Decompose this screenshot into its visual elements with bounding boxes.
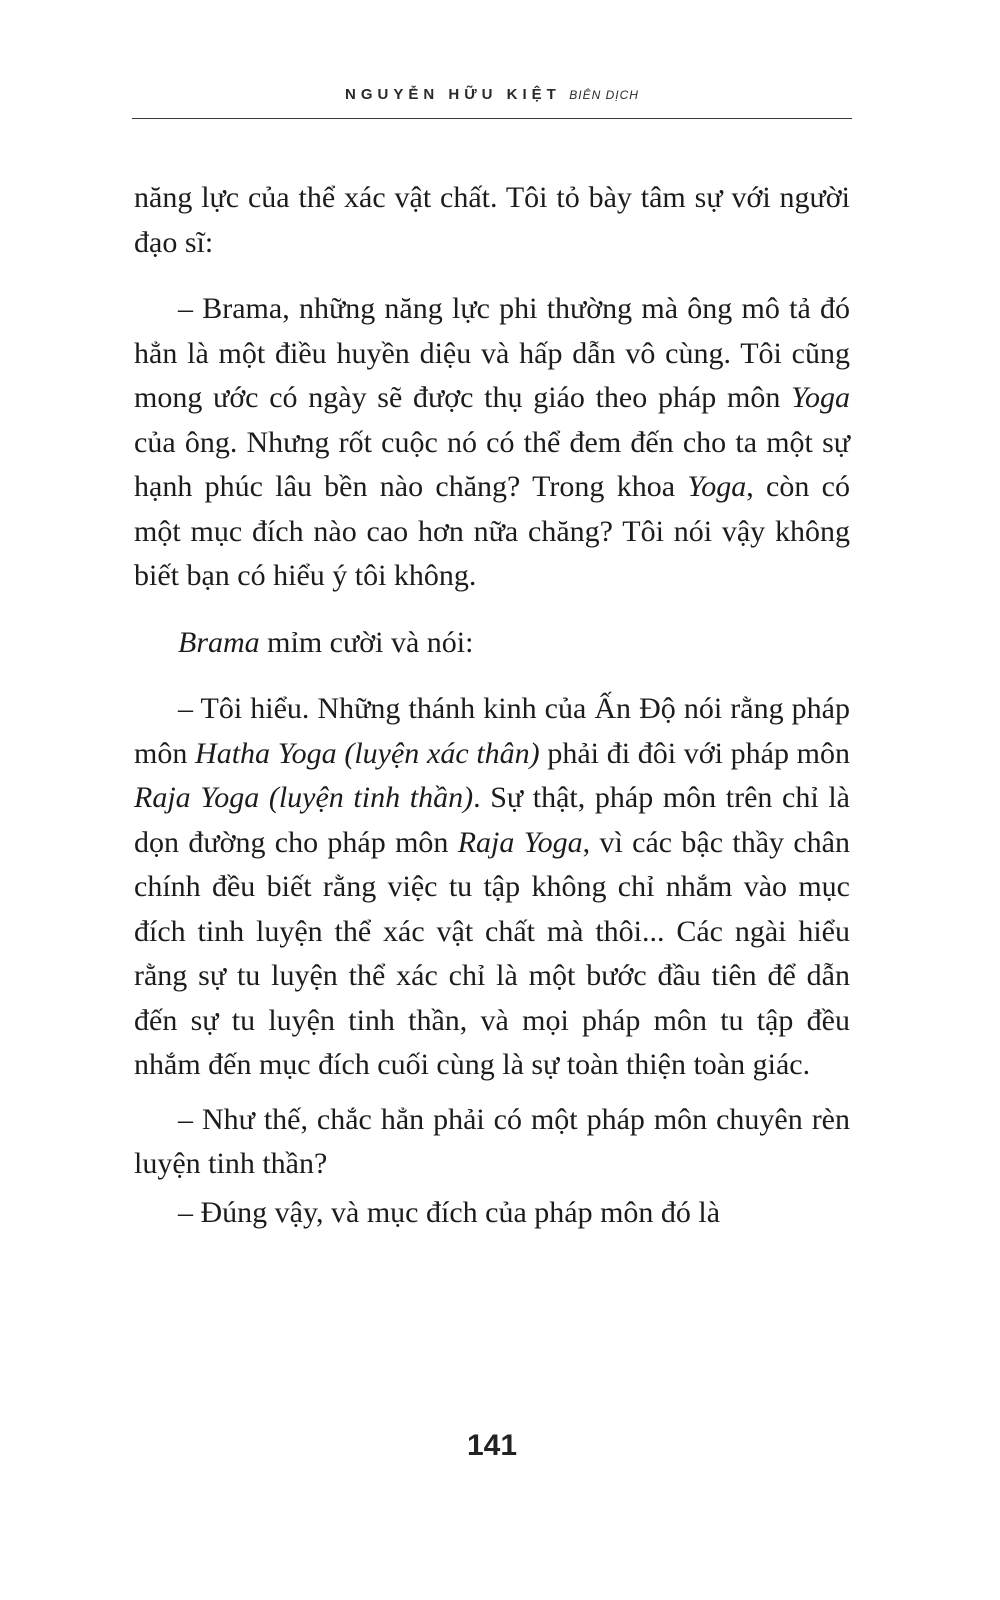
paragraph-6: – Đúng vậy, và mục đích của pháp môn đó là xyxy=(178,1195,721,1229)
header-author: NGUYỄN HỮU KIỆT xyxy=(345,86,561,103)
text-run: của ông. Nhưng rốt cuộc nó có thể đem đến cho ta một sự hạnh phúc lâu bền nào chăng? Trong khoa xyxy=(134,425,850,503)
text-run: . Sự thật, pháp môn trên chỉ là dọn đường cho pháp môn xyxy=(134,781,850,859)
text-run: phải đi đôi với pháp môn xyxy=(539,736,850,770)
text-run: – Brama, những năng lực phi thường mà ông mô tả đó hẳn là một điều huyền diệu và hấp dẫn vô cùng. Tôi cũng mong ước có ngày sẽ được thụ giáo theo pháp môn xyxy=(134,292,850,414)
italic-term: Hatha Yoga (luyện xác thân) xyxy=(195,736,540,770)
text-run: mỉm cười và nói: xyxy=(259,625,474,659)
running-header xyxy=(132,84,852,106)
italic-term: Raja Yoga (luyện tinh thần) xyxy=(134,781,474,814)
text-run: – Tôi hiểu. Những thánh kinh của Ấn Độ nói rằng pháp môn xyxy=(134,692,850,770)
page-number: 141 xyxy=(466,1429,518,1462)
italic-term: Yoga xyxy=(687,470,747,503)
page-body xyxy=(134,176,850,1235)
text-run: , còn có một mục đích nào cao hơn nữa chăng? Tôi nói vậy không biết bạn có hiểu ý tôi không. xyxy=(134,470,850,592)
paragraph-3 xyxy=(134,621,850,666)
italic-term: Raja Yoga xyxy=(457,825,583,859)
header-divider xyxy=(132,118,852,119)
paragraph-4 xyxy=(134,687,850,1088)
header-role: BIÊN DỊCH xyxy=(569,88,639,102)
paragraph-2 xyxy=(134,287,850,599)
italic-term: Brama xyxy=(178,625,260,659)
paragraph-1: năng lực của thể xác vật chất. Tôi tỏ bày tâm sự với người đạo sĩ: xyxy=(134,181,850,259)
text-run: , vì các bậc thầy chân chính đều biết rằng việc tu tập không chỉ nhắm vào mục đích tinh luyện thể xác vật chất mà thôi... Các ngài hiểu rằng sự tu luyện thể xác chỉ là một bước đầu tiên để dẫn đến sự tu luyện tinh thần, và mọi pháp môn tu tập đều nhắm đến mục đích cuối cùng là sự toàn thiện toàn giác. xyxy=(134,825,850,1081)
paragraph-5: – Như thế, chắc hẳn phải có một pháp môn chuyên rèn luyện tinh thần? xyxy=(134,1102,850,1180)
italic-term: Yoga xyxy=(791,381,850,414)
